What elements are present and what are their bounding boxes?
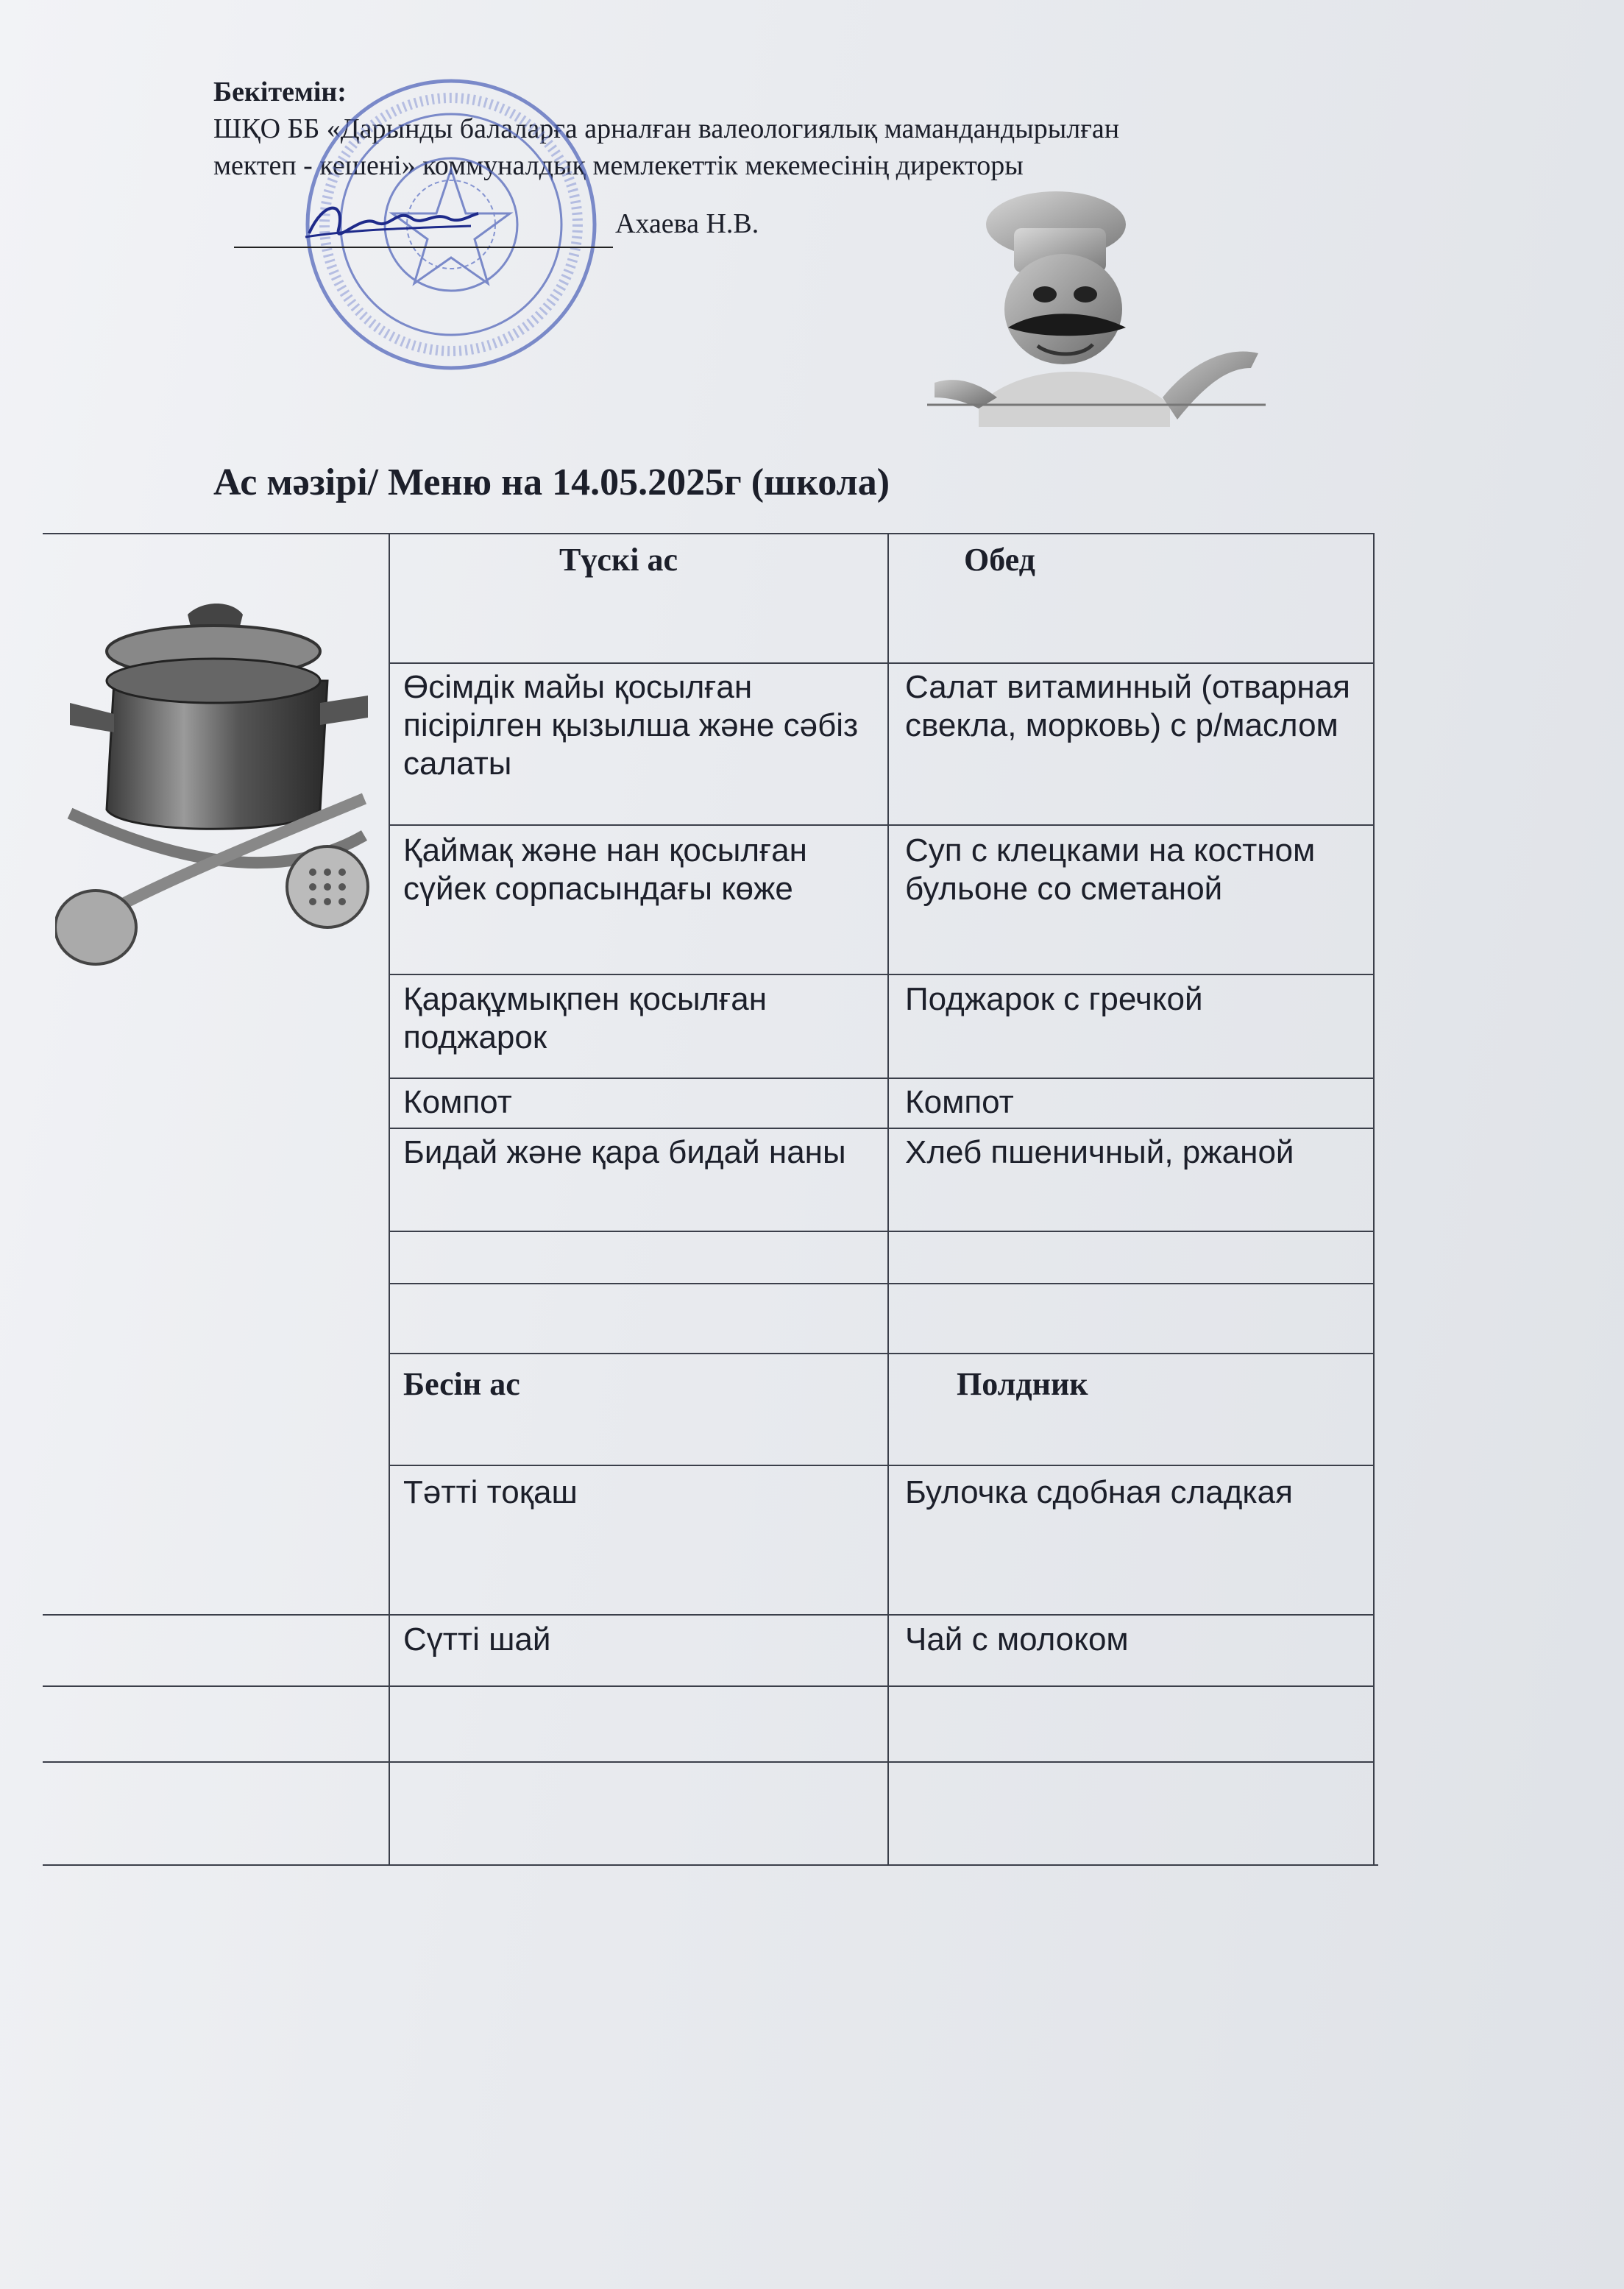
- snack-row-1-kz: Тәтті тоқаш: [403, 1474, 578, 1510]
- approval-heading: Бекітемін:: [213, 77, 347, 107]
- lunch-header-ru: Обед: [964, 542, 1035, 578]
- director-name: Ахаева Н.В.: [615, 208, 759, 239]
- lunch-row-5-ru: Хлеб пшеничный, ржаной: [905, 1134, 1294, 1170]
- lunch-row-5-kz: Бидай және қара бидай наны: [403, 1134, 846, 1170]
- lunch-row-3-ru: Поджарок с гречкой: [905, 981, 1203, 1017]
- signature-line: [234, 247, 613, 248]
- lunch-row-3-kz: Қарақұмықпен қосылған поджарок: [403, 981, 767, 1055]
- lunch-row-4-ru: Компот: [905, 1084, 1014, 1120]
- snack-row-2-ru: Чай с молоком: [905, 1621, 1129, 1658]
- snack-header-ru: Полдник: [957, 1366, 1088, 1402]
- snack-header-kz: Бесін ас: [403, 1366, 520, 1402]
- lunch-row-2-kz: Қаймақ және нан қосылған сүйек сорпасындағы көже: [403, 832, 807, 907]
- snack-row-1-ru: Булочка сдобная сладкая: [905, 1474, 1293, 1510]
- chef-illustration: [927, 184, 1266, 442]
- pot-and-ladles-illustration: [55, 592, 379, 975]
- lunch-row-1-kz: Өсімдік майы қосылған пісірілген қызылша және сәбіз салаты: [403, 669, 859, 782]
- lunch-header-kz: Түскі ас: [559, 542, 678, 578]
- approval-line-2: мектеп - кешені» коммуналдық мемлекеттік мекемесінің директоры: [213, 150, 1024, 181]
- lunch-row-2-ru: Суп с клецками на костном бульоне со сметаной: [905, 832, 1316, 907]
- lunch-row-4-kz: Компот: [403, 1084, 512, 1120]
- menu-title: Ас мәзірі/ Меню на 14.05.2025г (школа): [213, 461, 890, 503]
- approval-line-1: ШҚО ББ «Дарынды балаларға арналған валеологиялық мамандандырылған: [213, 113, 1120, 144]
- director-signature: [294, 193, 486, 252]
- snack-row-2-kz: Сүтті шай: [403, 1621, 551, 1658]
- lunch-row-1-ru: Салат витаминный (отварная свекла, морковь) с р/маслом: [905, 669, 1350, 743]
